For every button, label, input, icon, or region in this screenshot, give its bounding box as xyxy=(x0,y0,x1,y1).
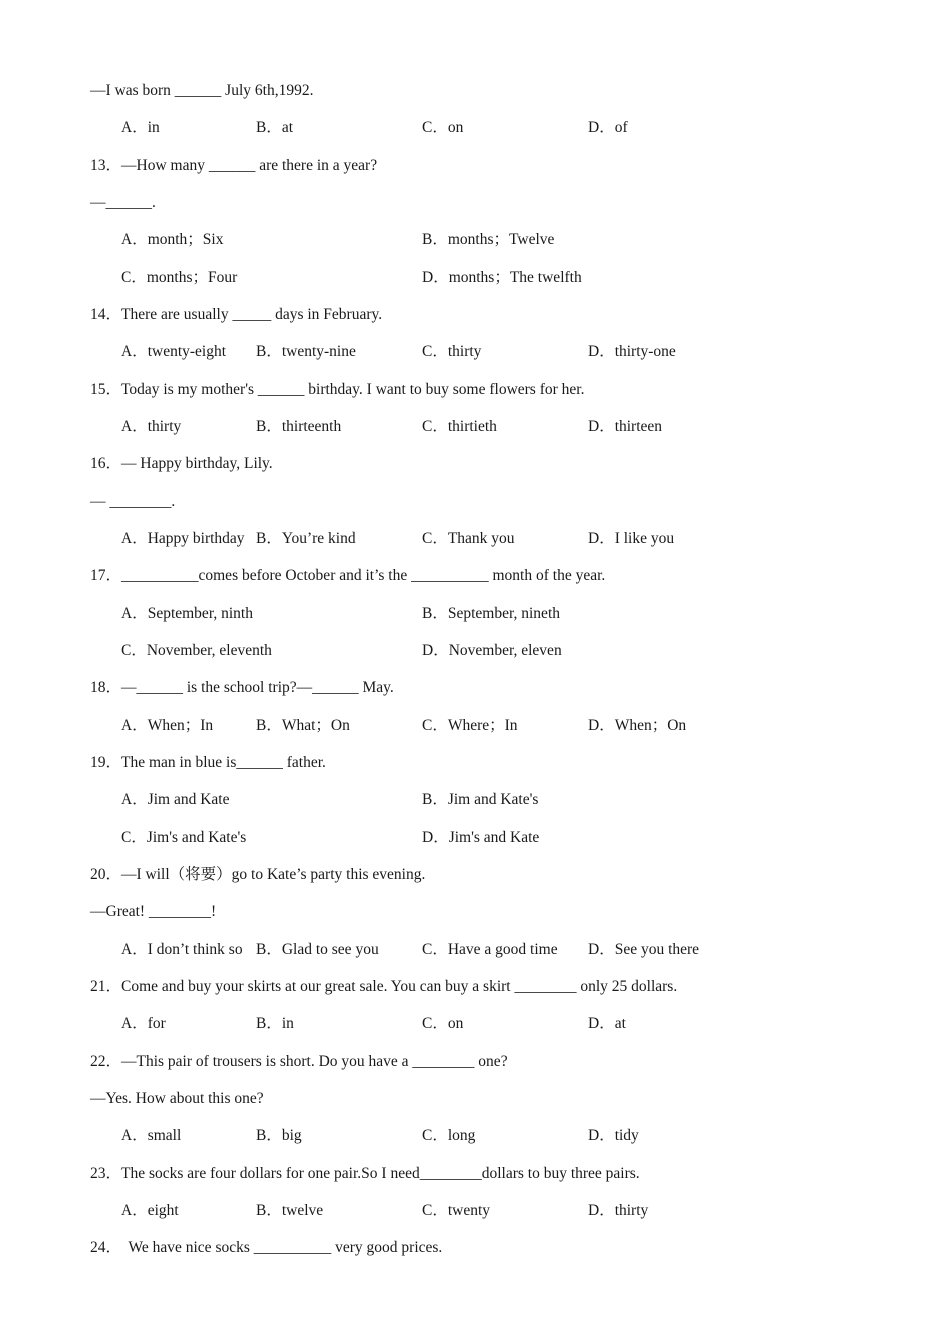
q13-option-c: C．months；Four xyxy=(121,269,238,286)
q18-option-c: C．Where；In xyxy=(422,717,518,734)
q15-option-d: D．thirteen xyxy=(588,418,663,435)
question-22-reply: —Yes. How about this one? xyxy=(90,1090,264,1107)
q20-option-c: C．Have a good time xyxy=(422,941,558,958)
q15-option-c: C．thirtieth xyxy=(422,418,497,435)
q21-option-b: B．in xyxy=(256,1015,294,1032)
q13-option-a: A．month；Six xyxy=(121,231,224,248)
q23-option-b: B．twelve xyxy=(256,1202,324,1219)
q18-option-b: B．What；On xyxy=(256,717,350,734)
question-20-reply: —Great! ________! xyxy=(90,903,217,920)
q13-option-d: D．months；The twelfth xyxy=(422,269,582,286)
q21-option-a: A．for xyxy=(121,1015,166,1032)
q22-option-a: A．small xyxy=(121,1127,182,1144)
q12-option-d: D．of xyxy=(588,119,628,136)
q17-option-d: D．November, eleven xyxy=(422,642,562,659)
q14-option-d: D．thirty-one xyxy=(588,343,676,360)
q21-option-c: C．on xyxy=(422,1015,464,1032)
question-19: 19．The man in blue is______ father. xyxy=(90,754,326,771)
q14-option-b: B．twenty-nine xyxy=(256,343,356,360)
q16-option-b: B．You’re kind xyxy=(256,530,356,547)
q20-option-d: D．See you there xyxy=(588,941,700,958)
question-16: 16．— Happy birthday, Lily. xyxy=(90,455,273,472)
question-15: 15．Today is my mother's ______ birthday. I want to buy some flowers for her. xyxy=(90,381,585,398)
q16-option-a: A．Happy birthday xyxy=(121,530,245,547)
q19-option-d: D．Jim's and Kate xyxy=(422,829,540,846)
q20-option-a: A．I don’t think so xyxy=(121,941,243,958)
q23-option-a: A．eight xyxy=(121,1202,179,1219)
q23-option-c: C．twenty xyxy=(422,1202,491,1219)
question-23: 23．The socks are four dollars for one pair.So I need________dollars to buy three pairs. xyxy=(90,1165,640,1182)
q22-option-c: C．long xyxy=(422,1127,476,1144)
question-13: 13．—How many ______ are there in a year? xyxy=(90,157,378,174)
q23-option-d: D．thirty xyxy=(588,1202,649,1219)
q12-option-b: B．at xyxy=(256,119,294,136)
question-13-reply: —______. xyxy=(90,194,156,211)
q22-option-d: D．tidy xyxy=(588,1127,639,1144)
q18-option-a: A．When；In xyxy=(121,717,214,734)
q12-option-c: C．on xyxy=(422,119,464,136)
q15-option-b: B．thirteenth xyxy=(256,418,342,435)
q19-option-b: B．Jim and Kate's xyxy=(422,791,539,808)
q17-option-c: C．November, eleventh xyxy=(121,642,272,659)
q20-option-b: B．Glad to see you xyxy=(256,941,379,958)
q15-option-a: A．thirty xyxy=(121,418,182,435)
question-14: 14．There are usually _____ days in February. xyxy=(90,306,383,323)
question-17: 17．__________comes before October and it’s the __________ month of the year. xyxy=(90,567,606,584)
q17-option-a: A．September, ninth xyxy=(121,605,253,622)
question-16-reply: — ________. xyxy=(90,493,176,510)
q12-option-a: A．in xyxy=(121,119,160,136)
q13-option-b: B．months；Twelve xyxy=(422,231,555,248)
question-12-answer-line: —I was born ______ July 6th,1992. xyxy=(90,82,314,99)
question-18: 18．—______ is the school trip?—______ May. xyxy=(90,679,394,696)
q14-option-c: C．thirty xyxy=(422,343,482,360)
question-20: 20．—I will（将要）go to Kate’s party this evening. xyxy=(90,866,426,883)
q16-option-c: C．Thank you xyxy=(422,530,515,547)
q21-option-d: D．at xyxy=(588,1015,626,1032)
q22-option-b: B．big xyxy=(256,1127,302,1144)
q16-option-d: D．I like you xyxy=(588,530,675,547)
q19-option-a: A．Jim and Kate xyxy=(121,791,230,808)
q14-option-a: A．twenty-eight xyxy=(121,343,227,360)
question-22: 22．—This pair of trousers is short. Do you have a ________ one? xyxy=(90,1053,508,1070)
question-21: 21．Come and buy your skirts at our great sale. You can buy a skirt ________ only 25 dollars. xyxy=(90,978,678,995)
question-24: 24． We have nice socks __________ very good prices. xyxy=(90,1239,443,1256)
q17-option-b: B．September, nineth xyxy=(422,605,560,622)
q19-option-c: C．Jim's and Kate's xyxy=(121,829,247,846)
q18-option-d: D．When；On xyxy=(588,717,687,734)
